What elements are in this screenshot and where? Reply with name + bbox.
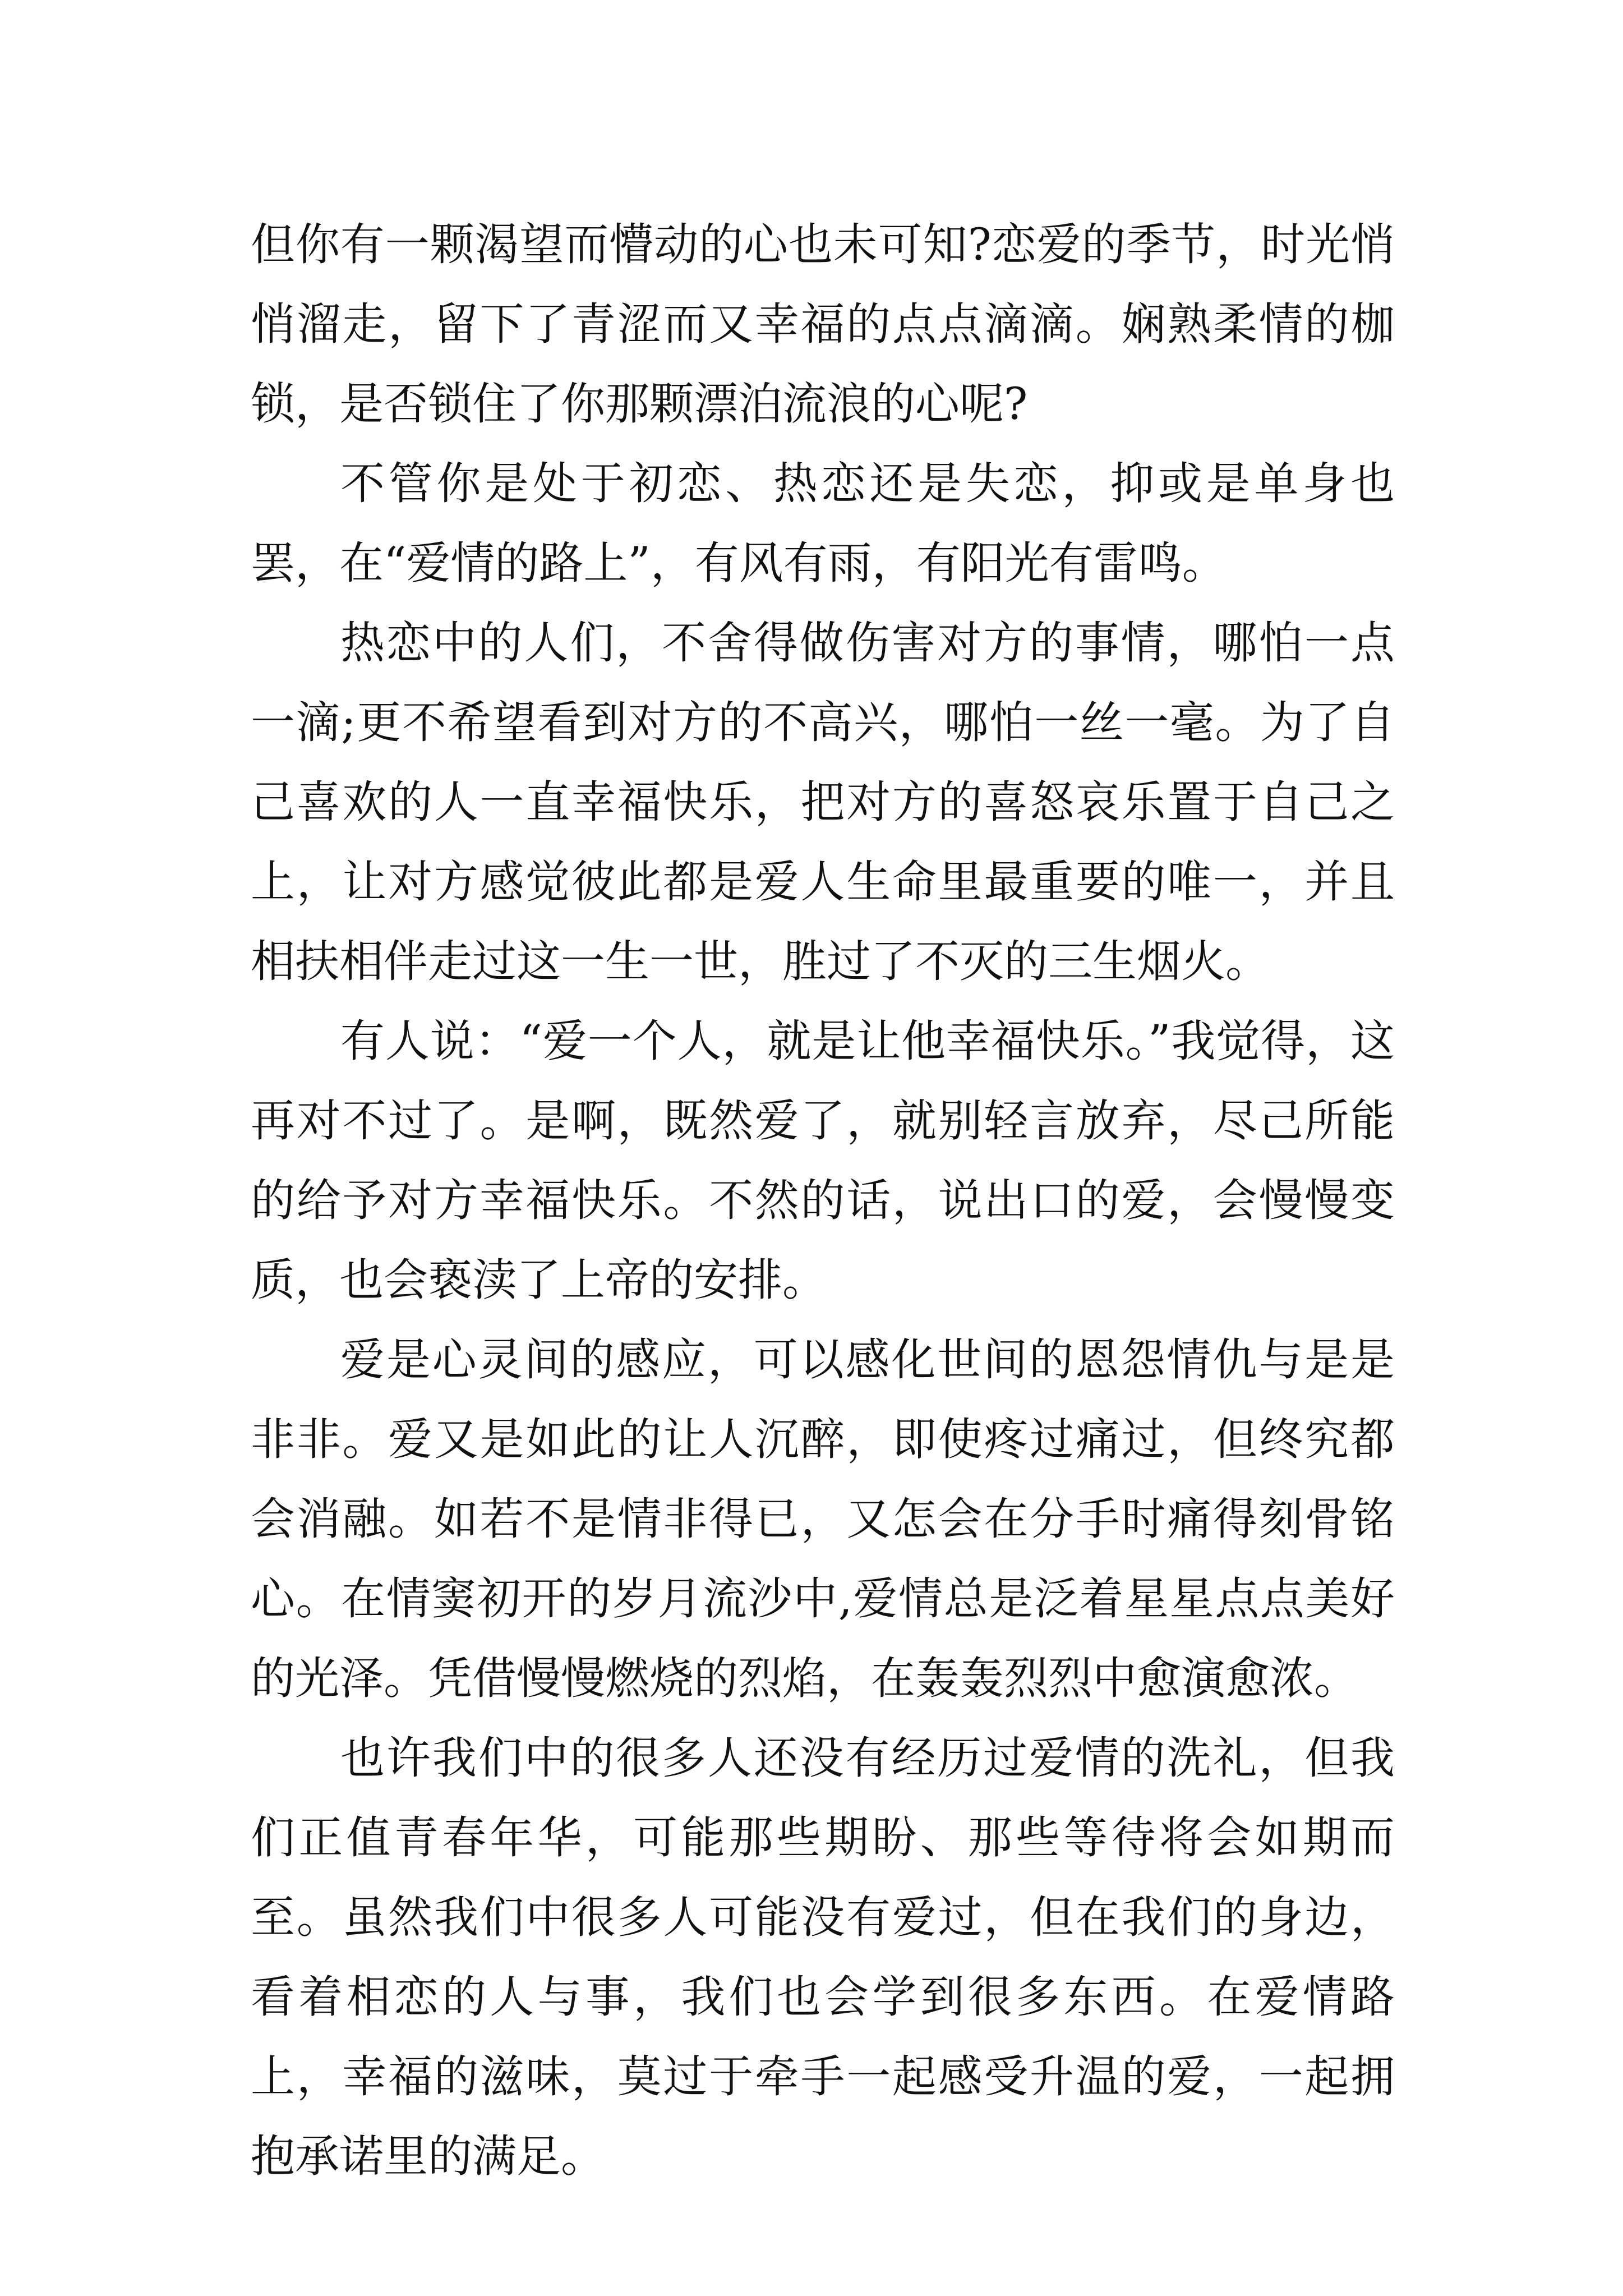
paragraph-4: 有人说：“爱一个人，就是让他幸福快乐。”我觉得，这再对不过了。是啊，既然爱了，就别轻言放弃，尽己所能的给予对方幸福快乐。不然的话，说出口的爱，会慢慢变质，也会亵渎了上帝的安排。 [251,1015,1395,1306]
paragraph-5: 爱是心灵间的感应，可以感化世间的恩怨情仇与是是非非。爱又是如此的让人沉醉，即使疼过痛过，但终究都会消融。如若不是情非得已，又怎会在分手时痛得刻骨铭心。在情窦初开的岁月流沙中,爱情总是泛着星星点点美好的光泽。凭借慢慢燃烧的烈焰，在轰轰烈烈中愈演愈浓。 [251,1334,1395,1704]
document-body [251,205,1395,2196]
paragraph-3: 热恋中的人们，不舍得做伤害对方的事情，哪怕一点一滴;更不希望看到对方的不高兴，哪怕一丝一毫。为了自己喜欢的人一直幸福快乐，把对方的喜怒哀乐置于自己之上，让对方感觉彼此都是爱人生命里最重要的唯一，并且相扶相伴走过这一生一世，胜过了不灭的三生烟火。 [251,617,1395,987]
paragraph-6: 也许我们中的很多人还没有经历过爱情的洗礼，但我们正值青春年华，可能那些期盼、那些等待将会如期而至。虽然我们中很多人可能没有爱过，但在我们的身边，看着相恋的人与事，我们也会学到很多东西。在爱情路上，幸福的滋味，莫过于牵手一起感受升温的爱，一起拥抱承诺里的满足。 [251,1732,1395,2182]
paragraph-1: 但你有一颗渴望而懵动的心也未可知?恋爱的季节，时光悄悄溜走，留下了青涩而又幸福的点点滴滴。娴熟柔情的枷锁，是否锁住了你那颗漂泊流浪的心呢? [251,219,1395,430]
paragraph-2: 不管你是处于初恋、热恋还是失恋，抑或是单身也罢，在“爱情的路上”，有风有雨，有阳光有雷鸣。 [251,458,1395,589]
